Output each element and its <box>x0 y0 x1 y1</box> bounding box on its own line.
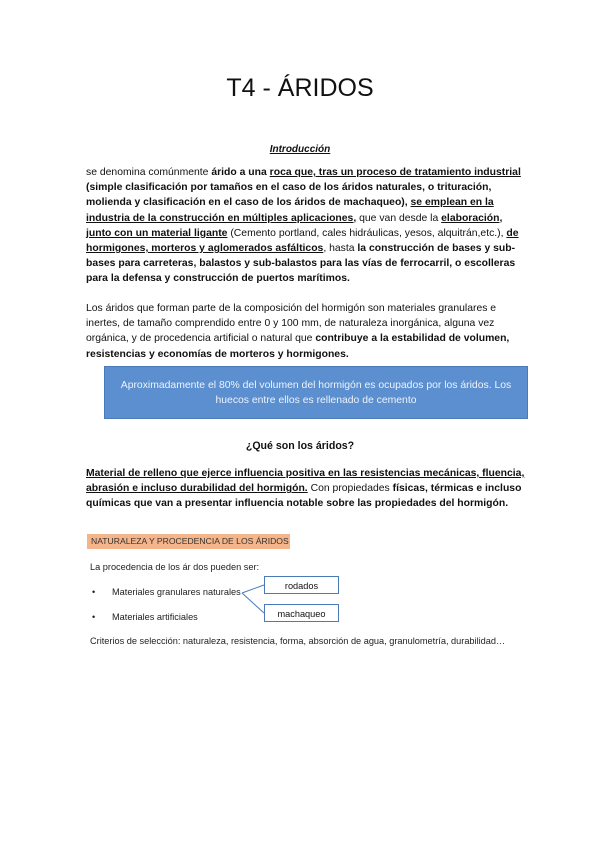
machaqueo-box: machaqueo <box>264 604 339 622</box>
p3-s3: físicas, térmicas e incluso químicas que van a presentar influencia notable sobre las propiedades del hormigón. <box>86 483 522 510</box>
p2-s2: contribuye a la estabilidad de volumen, resistencias y economías de morteros y hormigones. <box>86 333 510 360</box>
criteria-text: Criterios de selección: naturaleza, resistencia, forma, absorción de agua, granulometría, durabilidad… <box>90 636 506 646</box>
procedencia-text: La procedencia de los ár dos pueden ser: <box>90 562 260 572</box>
p1-s2: árido a una <box>211 167 270 178</box>
p1-s8: (Cemento portland, cales hidráulicas, yesos, alquitrán,etc.), <box>227 227 507 239</box>
p2-s1: Los áridos que forman parte de la composición del hormigón son materiales granulares e inertes, de tamaño comprendido entre 0 y 100 mm, de naturaleza inorgánica, alguna vez orgánica, y de procedencia artificial o natural que <box>86 303 497 345</box>
p1-s10: , hasta <box>323 243 358 255</box>
p1-s9: de hormigones, morteros y aglomerados asfálticos <box>86 227 519 255</box>
page-title: T4 - ÁRIDOS <box>226 74 374 102</box>
list-item-label: Materiales artificiales <box>112 612 198 622</box>
p1-s3: roca que, tras un proceso de tratamiento industrial <box>269 167 521 178</box>
rodados-box: rodados <box>264 576 339 594</box>
p3-s1: Material de relleno que ejerce influencia positiva en las resistencias mecánicas, fluencia, abrasión e incluso durabilidad del hormigón. <box>86 468 525 495</box>
p1-s4: (simple clasificación por tamaños en el caso de los áridos naturales, o trituración, molienda y clasificación en el caso de los áridos de machaqueo), <box>86 182 492 209</box>
bullet-icon: • <box>92 612 96 622</box>
p1-s11: la construcción de bases y sub-bases para carreteras, balastos y sub-balastos para las vías de ferrocarril, o escolleras para la defensa y construcción de puertos marítimos. <box>86 243 516 285</box>
callout-box: Aproximadamente el 80% del volumen del hormigón es ocupados por los áridos. Los huecos entre ellos es rellenado de cemento <box>104 366 528 419</box>
p1-s7: elaboración, junto con un material ligante <box>86 212 503 239</box>
p1-s5: se emplean en la industria de la construcción en múltiples aplicaciones, <box>86 197 494 224</box>
list-item-label: Materiales granulares naturales <box>112 587 241 597</box>
intro-heading: Introducción <box>269 144 331 155</box>
bullet-icon: • <box>92 587 96 597</box>
connector-line-machaqueo <box>242 593 264 613</box>
p1-s1: se denomina comúnmente <box>86 167 212 178</box>
p3-s2: Con propiedades <box>307 483 393 495</box>
section-label: NATURALEZA Y PROCEDENCIA DE LOS ÁRIDOS <box>87 534 290 549</box>
connector-line-rodados <box>242 585 264 593</box>
question-heading: ¿Qué son los áridos? <box>245 440 355 452</box>
p1-s6: que van desde la <box>356 212 442 224</box>
